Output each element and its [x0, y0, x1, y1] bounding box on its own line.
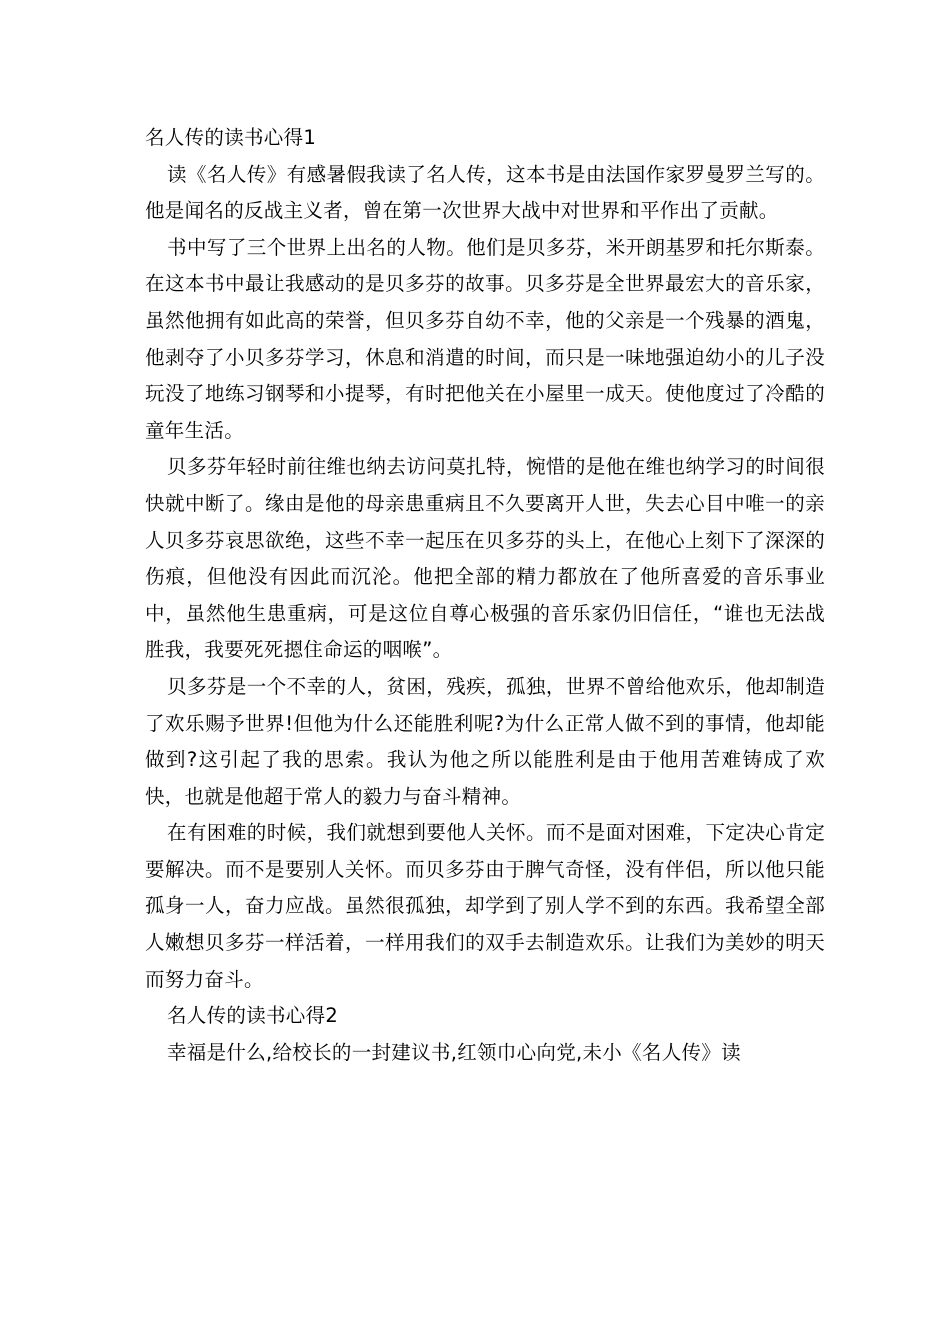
- section-2-heading: 名人传的读书心得2: [167, 1004, 339, 1028]
- section-1-paragraph-4: 贝多芬是一个不幸的人，贫困，残疾，孤独，世界不曾给他欢乐，他却制造了欢乐赐予世界!但他为什么还能胜利呢?为什么正常人做不到的事情，他却能做到?这引起了我的思索。我认为他之所以能胜利是由于他用苦难铸成了欢快，也就是他超于常人的毅力与奋斗精神。: [145, 674, 825, 808]
- section-1-heading: 名人传的读书心得1: [145, 126, 317, 149]
- section-1-paragraph-1: 读《名人传》有感暑假我读了名人传，这本书是由法国作家罗曼罗兰写的。他是闻名的反战主义者，曾在第一次世界大战中对世界和平作出了贡献。: [145, 162, 825, 223]
- section-2-paragraph-1: 幸福是什么,给校长的一封建议书,红领巾心向党,未小《名人传》读: [167, 1040, 741, 1064]
- section-1-paragraph-5: 在有困难的时候，我们就想到要他人关怀。而不是面对困难，下定决心肯定要解决。而不是要别人关怀。而贝多芬由于脾气奇怪，没有伴侣，所以他只能孤身一人，奋力应战。虽然很孤独，却学到了别人学不到的东西。我希望全部人嫩想贝多芬一样活着，一样用我们的双手去制造欢乐。让我们为美妙的明天而努力奋斗。: [145, 821, 825, 991]
- document-body: [145, 120, 825, 1071]
- section-1-paragraph-2: 书中写了三个世界上出名的人物。他们是贝多芬，米开朗基罗和托尔斯泰。在这本书中最让我感动的是贝多芬的故事。贝多芬是全世界最宏大的音乐家，虽然他拥有如此高的荣誉，但贝多芬自幼不幸，他的父亲是一个残暴的酒鬼，他剥夺了小贝多芬学习，休息和消遣的时间，而只是一味地强迫幼小的儿子没玩没了地练习钢琴和小提琴，有时把他关在小屋里一成天。使他度过了冷酷的童年生活。: [145, 235, 825, 442]
- section-1-paragraph-3: 贝多芬年轻时前往维也纳去访问莫扎特，惋惜的是他在维也纳学习的时间很快就中断了。缘由是他的母亲患重病且不久要离开人世，失去心目中唯一的亲人贝多芬哀思欲绝，这些不幸一起压在贝多芬的头上，在他心上刻下了深深的伤痕，但他没有因此而沉沦。他把全部的精力都放在了他所喜爱的音乐事业中，虽然他生患重病，可是这位自尊心极强的音乐家仍旧信任，“谁也无法战胜我，我要死死摁住命运的咽喉”。: [145, 455, 825, 662]
